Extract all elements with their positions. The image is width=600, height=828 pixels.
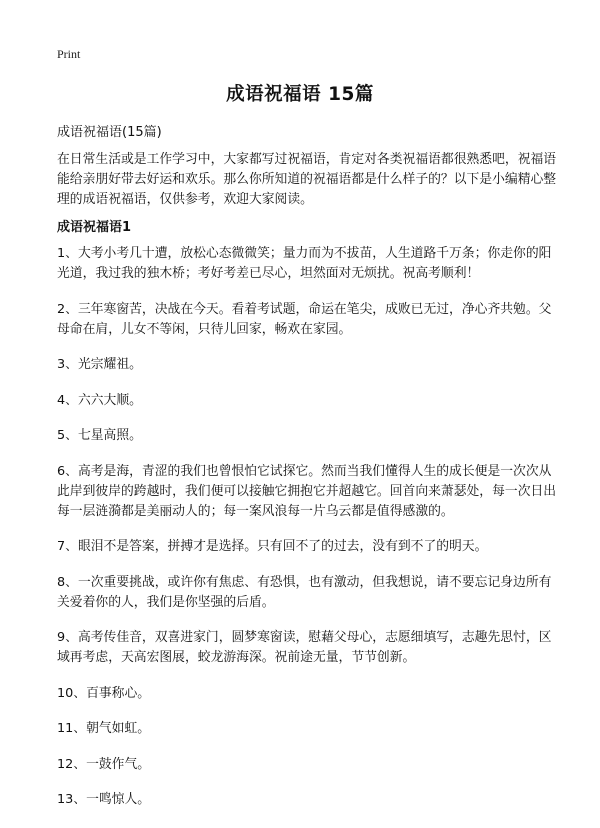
blessing-entry-7: 7、眼泪不是答案，拼搏才是选择。只有回不了的过去，没有到不了的明天。 bbox=[57, 539, 488, 554]
section-heading: 成语祝福语1 bbox=[57, 220, 132, 235]
blessing-entry-9: 9、高考传佳音，双喜进家门，圆梦寒窗读，慰藉父母心，志愿细填写，志趣先思忖，区域再考虑，天高宏图展，蛟龙游海深。祝前途无量，节节创新。 bbox=[57, 630, 552, 665]
blessing-entry-10: 10、百事称心。 bbox=[57, 685, 151, 701]
blessing-entry-8: 8、一次重要挑战，或许你有焦虑、有恐惧，也有激动，但我想说，请不要忘记身边所有关爱着你的人，我们是你坚强的后盾。 bbox=[57, 574, 552, 610]
document-subtitle: 成语祝福语(15篇) bbox=[57, 125, 162, 140]
blessing-entry-13: 13、一鸣惊人。 bbox=[57, 792, 151, 807]
blessing-entry-6: 6、高考是海，青涩的我们也曾恨怕它试探它。然而当我们懂得人生的成长便是一次次从此岸到彼岸的跨越时，我们便可以接触它拥抱它并超越它。回首向来萧瑟处，每一次日出每一层涟漪都是美丽动人的；每一案风浪每一片乌云都是值得感激的。 bbox=[57, 463, 557, 519]
intro-paragraph: 在日常生活或是工作学习中，大家都写过祝福语，肯定对各类祝福语都很熟悉吧，祝福语能给亲朋好带去好运和欢乐。那么你所知道的祝福语都是什么样子的？以下是小编精心整理的成语祝福语，仅供参考，欢迎大家阅读。 bbox=[57, 152, 557, 207]
blessing-entry-3: 3、光宗耀祖。 bbox=[57, 357, 142, 372]
blessing-entry-11: 11、朝气如虹。 bbox=[57, 721, 151, 736]
blessing-entry-5: 5、七星高照。 bbox=[57, 428, 142, 443]
blessing-list bbox=[57, 244, 557, 826]
page-title: 成语祝福语 15篇 bbox=[226, 84, 374, 105]
print-link[interactable]: Print bbox=[57, 47, 81, 61]
blessing-entry-12: 12、一鼓作气。 bbox=[57, 756, 151, 772]
blessing-entry-4: 4、六六大顺。 bbox=[57, 392, 142, 408]
blessing-entry-1: 1、大考小考几十遭，放松心态微微笑；量力而为不拔苗，人生道路千万条；你走你的阳光道，我过我的独木桥；考好考差已尽心，坦然面对无烦扰。祝高考顺利！ bbox=[57, 246, 552, 281]
blessing-entry-2: 2、三年寒窗苦，决战在今天。看着考试题，命运在笔尖，成败已无过，净心齐共勉。父母命在肩，儿女不等闲，只待儿回家，畅欢在家园。 bbox=[57, 301, 552, 337]
